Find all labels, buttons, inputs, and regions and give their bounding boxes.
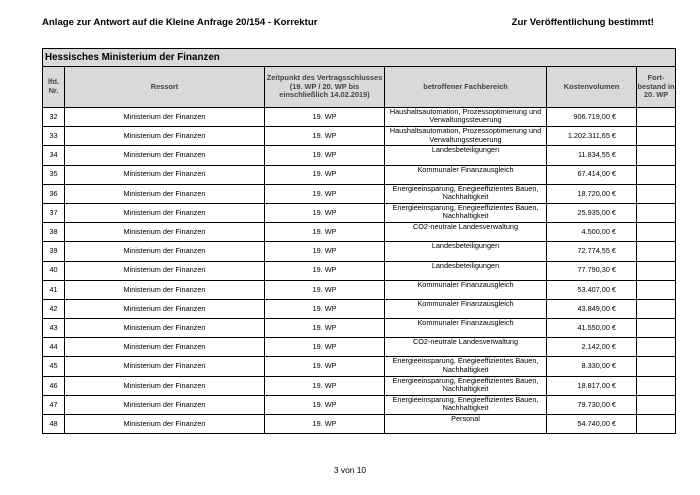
cell-zeitpunkt: 19. WP bbox=[265, 395, 385, 414]
cell-ressort: Ministerium der Finanzen bbox=[65, 338, 265, 357]
cell-kosten: 41.550,00 € bbox=[547, 319, 637, 338]
cell-zeitpunkt: 19. WP bbox=[265, 299, 385, 318]
cell-nr: 46 bbox=[43, 376, 65, 395]
cell-fortbestand bbox=[637, 261, 676, 280]
cell-fortbestand bbox=[637, 376, 676, 395]
cell-fortbestand bbox=[637, 299, 676, 318]
cell-kosten: 18.720,00 € bbox=[547, 184, 637, 203]
contracts-table bbox=[42, 48, 676, 434]
table-row bbox=[43, 299, 676, 318]
cell-fachbereich: Energieeinsparung, Enegieeffizientes Bauen, Nachhaltigkeit bbox=[385, 357, 547, 376]
cell-zeitpunkt: 19. WP bbox=[265, 242, 385, 261]
cell-fachbereich: Energieeinsparung, Enegieeffizientes Bauen, Nachhaltigkeit bbox=[385, 395, 547, 414]
cell-nr: 34 bbox=[43, 146, 65, 165]
cell-fortbestand bbox=[637, 108, 676, 127]
column-header-fachbereich: betroffener Fachbereich bbox=[385, 67, 547, 108]
cell-fachbereich: Kommunaler Finanzausgleich bbox=[385, 299, 547, 318]
cell-ressort: Ministerium der Finanzen bbox=[65, 165, 265, 184]
cell-ressort: Ministerium der Finanzen bbox=[65, 415, 265, 434]
cell-ressort: Ministerium der Finanzen bbox=[65, 357, 265, 376]
cell-ressort: Ministerium der Finanzen bbox=[65, 203, 265, 222]
cell-fachbereich: Energieeinsparung, Enegieeffizientes Bauen, Nachhaltigkeit bbox=[385, 203, 547, 222]
cell-kosten: 1.202.311,65 € bbox=[547, 127, 637, 146]
cell-kosten: 2.142,00 € bbox=[547, 338, 637, 357]
cell-nr: 45 bbox=[43, 357, 65, 376]
table-row bbox=[43, 395, 676, 414]
table-row bbox=[43, 338, 676, 357]
cell-ressort: Ministerium der Finanzen bbox=[65, 376, 265, 395]
page-number: 3 von 10 bbox=[333, 465, 367, 475]
cell-zeitpunkt: 19. WP bbox=[265, 338, 385, 357]
cell-nr: 40 bbox=[43, 261, 65, 280]
cell-ressort: Ministerium der Finanzen bbox=[65, 280, 265, 299]
cell-fortbestand bbox=[637, 223, 676, 242]
cell-fachbereich: Kommunaler Finanzausgleich bbox=[385, 319, 547, 338]
cell-kosten: 72.774,55 € bbox=[547, 242, 637, 261]
cell-zeitpunkt: 19. WP bbox=[265, 184, 385, 203]
cell-nr: 38 bbox=[43, 223, 65, 242]
cell-nr: 37 bbox=[43, 203, 65, 222]
cell-fachbereich: Landesbeteiligungen bbox=[385, 146, 547, 165]
cell-nr: 36 bbox=[43, 184, 65, 203]
table-row bbox=[43, 319, 676, 338]
table-row bbox=[43, 280, 676, 299]
table-row bbox=[43, 223, 676, 242]
cell-zeitpunkt: 19. WP bbox=[265, 203, 385, 222]
cell-zeitpunkt: 19. WP bbox=[265, 261, 385, 280]
table-row bbox=[43, 376, 676, 395]
cell-zeitpunkt: 19. WP bbox=[265, 376, 385, 395]
table-row bbox=[43, 108, 676, 127]
cell-ressort: Ministerium der Finanzen bbox=[65, 146, 265, 165]
cell-nr: 42 bbox=[43, 299, 65, 318]
cell-fortbestand bbox=[637, 127, 676, 146]
column-header-zeitpunkt: Zeitpunkt des Vertragsschlusses (19. WP / 20. WP bis einschließlich 14.02.2019) bbox=[265, 67, 385, 108]
cell-fachbereich: Energieeinsparung, Enegieeffizientes Bauen, Nachhaltigkeit bbox=[385, 376, 547, 395]
table-row bbox=[43, 357, 676, 376]
cell-fortbestand bbox=[637, 146, 676, 165]
cell-fachbereich: Kommunaler Finanzausgleich bbox=[385, 280, 547, 299]
cell-nr: 39 bbox=[43, 242, 65, 261]
cell-zeitpunkt: 19. WP bbox=[265, 357, 385, 376]
table-row bbox=[43, 261, 676, 280]
cell-zeitpunkt: 19. WP bbox=[265, 108, 385, 127]
table-row bbox=[43, 127, 676, 146]
table-row bbox=[43, 415, 676, 434]
cell-ressort: Ministerium der Finanzen bbox=[65, 242, 265, 261]
cell-ressort: Ministerium der Finanzen bbox=[65, 108, 265, 127]
cell-kosten: 4.500,00 € bbox=[547, 223, 637, 242]
table-title-row bbox=[43, 49, 676, 67]
cell-kosten: 54.740,00 € bbox=[547, 415, 637, 434]
column-header-fortbestand: Fort-bestand in 20. WP bbox=[637, 67, 676, 108]
table-row bbox=[43, 165, 676, 184]
cell-fachbereich: Kommunaler Finanzausgleich bbox=[385, 165, 547, 184]
cell-kosten: 43.849,00 € bbox=[547, 299, 637, 318]
cell-fortbestand bbox=[637, 338, 676, 357]
cell-kosten: 11.834,55 € bbox=[547, 146, 637, 165]
document-header-right: Zur Veröffentlichung bestimmt! bbox=[511, 17, 654, 28]
cell-fortbestand bbox=[637, 415, 676, 434]
cell-ressort: Ministerium der Finanzen bbox=[65, 223, 265, 242]
cell-kosten: 906.719,00 € bbox=[547, 108, 637, 127]
cell-fachbereich: Landesbeteiligungen bbox=[385, 242, 547, 261]
cell-zeitpunkt: 19. WP bbox=[265, 280, 385, 299]
cell-kosten: 18.817,00 € bbox=[547, 376, 637, 395]
table-title: Hessisches Ministerium der Finanzen bbox=[43, 49, 676, 67]
cell-fortbestand bbox=[637, 319, 676, 338]
cell-ressort: Ministerium der Finanzen bbox=[65, 184, 265, 203]
cell-zeitpunkt: 19. WP bbox=[265, 165, 385, 184]
cell-fachbereich: Energieeinsparung, Enegieeffizientes Bauen, Nachhaltigkeit bbox=[385, 184, 547, 203]
cell-zeitpunkt: 19. WP bbox=[265, 319, 385, 338]
table-header-row bbox=[43, 67, 676, 108]
cell-ressort: Ministerium der Finanzen bbox=[65, 127, 265, 146]
cell-kosten: 79.730,00 € bbox=[547, 395, 637, 414]
cell-kosten: 67.414,00 € bbox=[547, 165, 637, 184]
table-row bbox=[43, 203, 676, 222]
cell-fachbereich: Personal bbox=[385, 415, 547, 434]
cell-kosten: 25.935,00 € bbox=[547, 203, 637, 222]
cell-kosten: 77.790,30 € bbox=[547, 261, 637, 280]
cell-kosten: 8.330,00 € bbox=[547, 357, 637, 376]
cell-ressort: Ministerium der Finanzen bbox=[65, 319, 265, 338]
cell-fortbestand bbox=[637, 184, 676, 203]
cell-nr: 32 bbox=[43, 108, 65, 127]
table-row bbox=[43, 184, 676, 203]
cell-fortbestand bbox=[637, 165, 676, 184]
table-row bbox=[43, 242, 676, 261]
cell-zeitpunkt: 19. WP bbox=[265, 223, 385, 242]
column-header-nr: lfd. Nr. bbox=[43, 67, 65, 108]
cell-fortbestand bbox=[637, 395, 676, 414]
table-body bbox=[43, 108, 676, 434]
column-header-ressort: Ressort bbox=[65, 67, 265, 108]
cell-fortbestand bbox=[637, 357, 676, 376]
cell-fortbestand bbox=[637, 280, 676, 299]
cell-nr: 41 bbox=[43, 280, 65, 299]
cell-zeitpunkt: 19. WP bbox=[265, 415, 385, 434]
cell-ressort: Ministerium der Finanzen bbox=[65, 299, 265, 318]
cell-fachbereich: CO2-neutrale Landesverwaltung bbox=[385, 338, 547, 357]
cell-nr: 47 bbox=[43, 395, 65, 414]
cell-nr: 33 bbox=[43, 127, 65, 146]
cell-fachbereich: Haushaltsautomation, Prozessoptimierung und Verwaltungssteuerung bbox=[385, 127, 547, 146]
cell-fachbereich: Haushaltsautomation, Prozessoptimierung und Verwaltungssteuerung bbox=[385, 108, 547, 127]
column-header-kosten: Kostenvolumen bbox=[547, 67, 637, 108]
cell-zeitpunkt: 19. WP bbox=[265, 127, 385, 146]
cell-zeitpunkt: 19. WP bbox=[265, 146, 385, 165]
cell-kosten: 53.407,00 € bbox=[547, 280, 637, 299]
cell-nr: 48 bbox=[43, 415, 65, 434]
cell-ressort: Ministerium der Finanzen bbox=[65, 395, 265, 414]
document-header-left: Anlage zur Antwort auf die Kleine Anfrage 20/154 - Korrektur bbox=[42, 17, 318, 28]
cell-fachbereich: Landesbeteiligungen bbox=[385, 261, 547, 280]
cell-ressort: Ministerium der Finanzen bbox=[65, 261, 265, 280]
cell-nr: 35 bbox=[43, 165, 65, 184]
cell-fachbereich: CO2-neutrale Landesverwaltung bbox=[385, 223, 547, 242]
cell-fortbestand bbox=[637, 203, 676, 222]
table-row bbox=[43, 146, 676, 165]
cell-nr: 44 bbox=[43, 338, 65, 357]
cell-fortbestand bbox=[637, 242, 676, 261]
cell-nr: 43 bbox=[43, 319, 65, 338]
